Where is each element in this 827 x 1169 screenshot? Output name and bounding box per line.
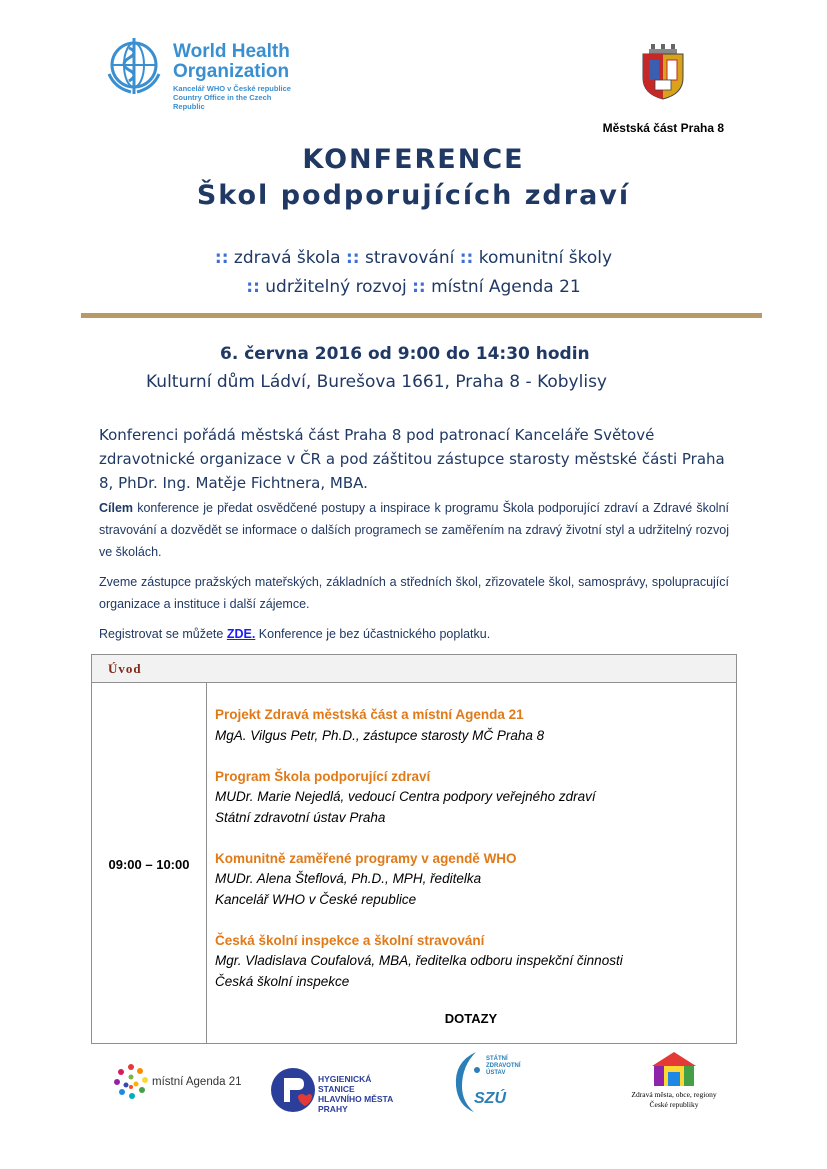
who-office: Kancelář WHO v České republice Country Office in the Czech Republic xyxy=(173,84,291,111)
szu-logo xyxy=(450,1050,530,1116)
topic: udržitelný rozvoj xyxy=(265,277,407,297)
invite-paragraph: Zveme zástupce pražských mateřských, základních a středních škol, zřizovatele škol, samosprávy, spolupracující organizace a instituce i další zájemce. xyxy=(99,575,729,611)
who-emblem-icon xyxy=(103,34,165,96)
szu-text: STÁTNÍ ZDRAVOTNÍ ÚSTAV xyxy=(486,1056,521,1076)
page-title: KONFERENCE xyxy=(302,144,525,175)
aim-text: konference je předat osvědčené postupy a inspirace k programu Škola podporující zdraví a Zdravé školní stravování a dozvědět se informace o dalších programech se zaměřením na zdravý životní styl a udržitelný rozvoj ve školách. xyxy=(99,501,729,559)
aim-lead: Cílem xyxy=(99,501,134,515)
intro-paragraph: Konferenci pořádá městská část Praha 8 pod patronací Kanceláře Světové zdravotnické organizace v ČR a pod záštitou zástupce starosty městské části Praha 8, PhDr. Ing. Matěje Fichtnera, MBA. xyxy=(99,426,725,492)
time-label: 09:00 – 10:00 xyxy=(108,857,190,872)
talk-affiliation: Kancelář WHO v České republice xyxy=(215,891,417,907)
district-label: Městská část Praha 8 xyxy=(602,121,724,135)
table-section-header xyxy=(92,655,736,683)
hygiene-station-text: HYGIENICKÁ STANICE HLAVNÍHO MĚSTA PRAHY xyxy=(318,1074,394,1114)
talk-title: Česká školní inspekce a školní stravování xyxy=(215,932,485,948)
agenda21-logo xyxy=(112,1063,242,1103)
talk-title: Komunitně zaměřené programy v agendě WHO xyxy=(215,850,517,866)
praha8-crest-icon xyxy=(641,44,685,100)
talk-item xyxy=(215,767,725,829)
talk-title: Program Škola podporující zdraví xyxy=(215,768,431,784)
topic: stravování xyxy=(364,248,455,268)
talk-affiliation: Česká školní inspekce xyxy=(215,973,350,989)
szu-wordmark: SZÚ xyxy=(474,1090,506,1107)
hygiene-emblem-icon xyxy=(270,1066,316,1114)
register-link[interactable]: ZDE. xyxy=(226,627,256,641)
section-label: Úvod xyxy=(108,661,142,676)
healthy-cities-text: Zdravá města, obce, regiony České republiky xyxy=(631,1090,717,1109)
healthy-cities-logo xyxy=(620,1050,728,1115)
topic-separator: :: xyxy=(345,248,360,268)
talk-list xyxy=(215,705,725,1013)
questions-label: DOTAZY xyxy=(444,1011,498,1026)
topics-row-2 xyxy=(0,277,827,297)
topics-row-1 xyxy=(0,248,827,268)
who-name: World Health Organization xyxy=(173,41,290,82)
healthy-cities-house-icon xyxy=(650,1050,698,1088)
topic-separator: :: xyxy=(246,277,260,297)
talk-item xyxy=(215,931,725,993)
aim-paragraph xyxy=(99,497,729,563)
talk-item xyxy=(215,705,725,746)
event-venue: Kulturní dům Ládví, Burešova 1661, Praha 8 - Kobylisy xyxy=(146,372,607,392)
agenda21-label: místní Agenda 21 xyxy=(152,1076,242,1088)
topic: komunitní školy xyxy=(478,248,613,268)
talk-speaker: MUDr. Alena Šteflová, Ph.D., MPH, ředitelka xyxy=(215,871,482,886)
program-table xyxy=(91,654,737,1044)
topic-separator: :: xyxy=(459,248,474,268)
topic-separator: :: xyxy=(214,248,229,268)
who-logo xyxy=(103,34,293,111)
talk-item xyxy=(215,849,725,911)
time-cell xyxy=(92,683,207,1044)
agenda21-dots-icon xyxy=(112,1063,150,1101)
register-paragraph: Registrovat se můžete ZDE. Konference je bez účastnického poplatku. xyxy=(99,627,491,641)
event-date: 6. června 2016 od 9:00 do 14:30 hodin xyxy=(220,344,590,364)
topic: zdravá škola xyxy=(233,248,341,268)
divider xyxy=(81,313,762,318)
talk-affiliation: Státní zdravotní ústav Praha xyxy=(215,809,386,825)
page-subtitle: Škol podporujících zdraví xyxy=(196,180,631,211)
talk-speaker: MgA. Vilgus Petr, Ph.D., zástupce starosty MČ Praha 8 xyxy=(215,727,545,743)
talk-speaker: Mgr. Vladislava Coufalová, MBA, ředitelka odboru inspekční činnosti xyxy=(215,953,623,968)
topic-separator: :: xyxy=(412,277,426,297)
talk-title: Projekt Zdravá městská část a místní Agenda 21 xyxy=(215,707,524,722)
talk-speaker: MUDr. Marie Nejedlá, vedoucí Centra podpory veřejného zdraví xyxy=(215,789,596,804)
hygiene-station-logo xyxy=(270,1066,400,1116)
topic: místní Agenda 21 xyxy=(431,277,581,297)
